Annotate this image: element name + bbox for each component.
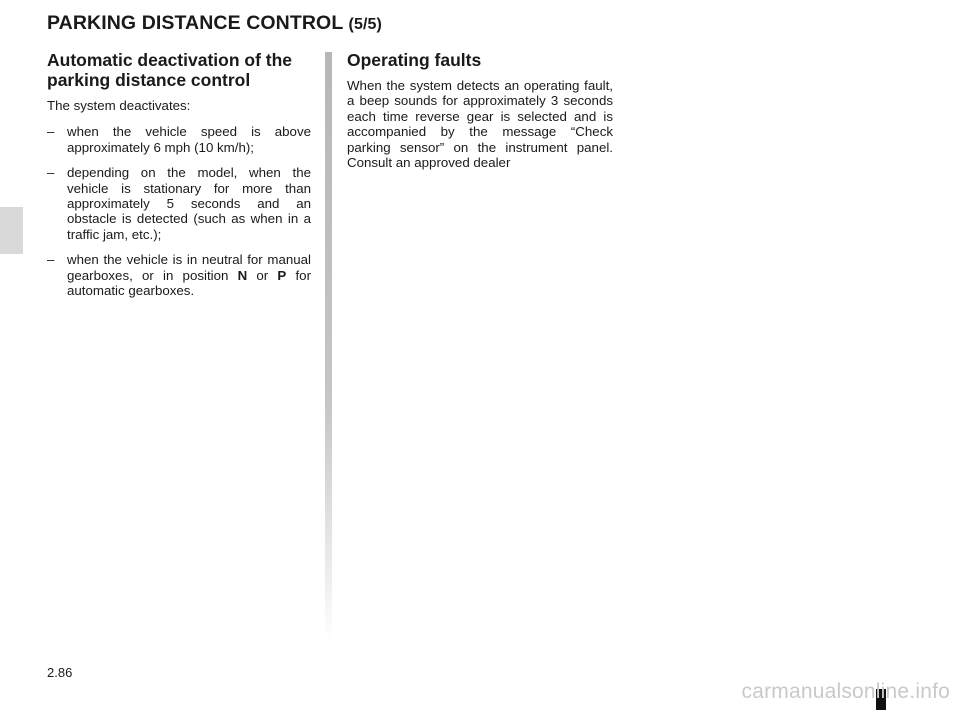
right-column	[347, 50, 613, 170]
column-divider	[325, 52, 332, 640]
item-text: for automatic gearboxes.	[67, 267, 311, 299]
page-part-indicator: (5/5)	[348, 16, 382, 33]
operating-faults-heading: Operating faults	[347, 50, 482, 70]
deactivation-item	[47, 124, 311, 155]
list-dash: –	[47, 252, 55, 268]
gear-position-p: P	[277, 267, 287, 283]
page-title	[47, 12, 382, 35]
watermark: carmanualsonline.info	[741, 680, 950, 703]
page-title-text: PARKING DISTANCE CONTROL	[47, 12, 343, 34]
operating-faults-body: When the system detects an operating fault, a beep sounds for approximately 3 seconds each time reverse gear is selected and is accompanied by the message “Check parking sensor” on the instrument panel. Consult an approved dealer	[347, 78, 613, 171]
deactivation-intro: The system deactivates:	[47, 98, 191, 113]
deactivation-list	[47, 124, 311, 298]
item-text: depending on the model, when the vehicle is stationary for more than approximately 5 seconds and an obstacle is detected (such as when in a traffic jam, etc.);	[67, 165, 311, 242]
deactivation-item	[47, 165, 311, 242]
item-text: when the vehicle speed is above approximately 6 mph (10 km/h);	[67, 124, 311, 155]
page-number: 2.86	[47, 665, 73, 680]
item-text: when the vehicle is in neutral for manual gearboxes, or in position	[67, 252, 311, 283]
item-text: or	[247, 267, 278, 283]
list-dash: –	[47, 165, 55, 181]
list-dash: –	[47, 124, 55, 140]
deactivation-heading: Automatic deactivation of the parking distance control	[47, 50, 293, 90]
chapter-tab	[0, 207, 23, 254]
left-column	[47, 50, 311, 308]
gear-position-n: N	[237, 267, 248, 283]
deactivation-item	[47, 252, 311, 298]
